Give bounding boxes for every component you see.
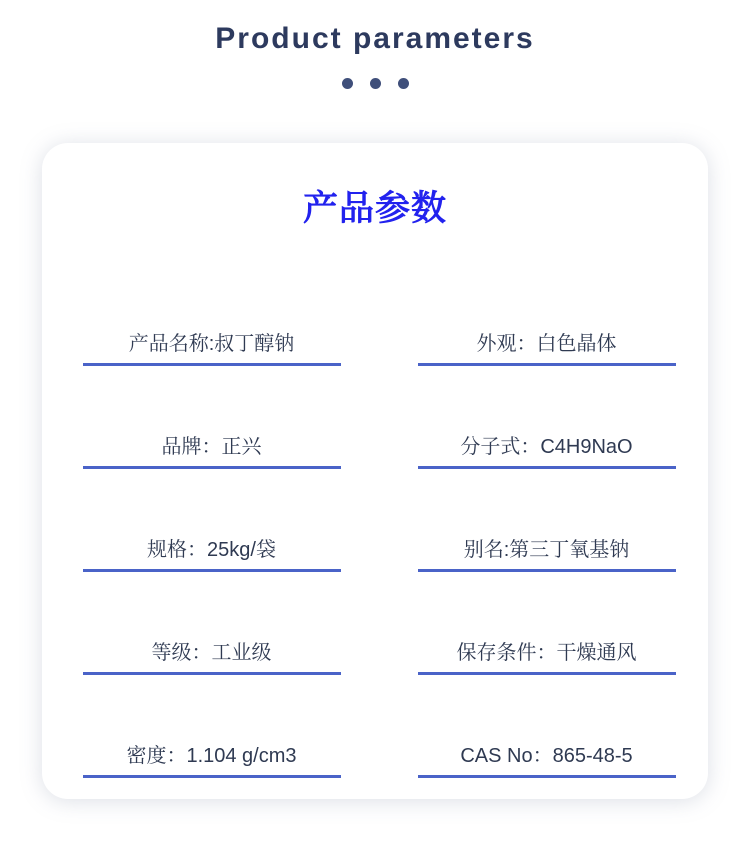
param-cell xyxy=(42,683,375,786)
cell-underline xyxy=(418,672,676,675)
cell-underline xyxy=(83,466,341,469)
param-label: CAS No： xyxy=(460,745,553,767)
param-cell xyxy=(375,374,708,477)
param-value: 1.104 g/cm3 xyxy=(186,745,297,767)
dot-icon xyxy=(342,78,353,89)
cell-underline xyxy=(418,466,676,469)
param-value: 25kg/袋 xyxy=(207,539,276,561)
param-label: 密度： xyxy=(126,745,187,767)
card-title: 产品参数 xyxy=(302,189,447,228)
dot-icon xyxy=(398,78,409,89)
param-value: 正兴 xyxy=(221,436,262,458)
param-cell xyxy=(375,580,708,683)
param-cell xyxy=(42,374,375,477)
page-title: Product parameters xyxy=(215,22,535,55)
param-label: 规格： xyxy=(147,539,208,561)
param-value: 叔丁醇钠 xyxy=(214,333,295,355)
param-value: 865-48-5 xyxy=(552,745,633,767)
table-row xyxy=(42,477,708,580)
param-value: 白色晶体 xyxy=(536,333,617,355)
param-cell xyxy=(375,683,708,786)
param-value: 工业级 xyxy=(211,642,272,664)
dot-separator xyxy=(0,78,750,89)
table-row xyxy=(42,683,708,786)
param-value: C4H9NaO xyxy=(540,436,633,458)
cell-underline xyxy=(83,672,341,675)
table-row xyxy=(42,271,708,374)
param-label: 保存条件： xyxy=(456,642,557,664)
param-cell xyxy=(42,271,375,374)
param-label: 别名: xyxy=(463,539,510,561)
param-cell xyxy=(375,271,708,374)
cell-underline xyxy=(83,569,341,572)
param-label: 等级： xyxy=(151,642,212,664)
cell-underline xyxy=(418,569,676,572)
cell-underline xyxy=(83,775,341,778)
param-label: 外观： xyxy=(476,333,537,355)
param-label: 产品名称: xyxy=(128,333,215,355)
table-row xyxy=(42,580,708,683)
param-cell xyxy=(42,580,375,683)
parameters-grid xyxy=(42,271,708,786)
cell-underline xyxy=(418,775,676,778)
dot-icon xyxy=(370,78,381,89)
param-value: 第三丁氧基钠 xyxy=(509,539,630,561)
cell-underline xyxy=(418,363,676,366)
table-row xyxy=(42,374,708,477)
param-label: 分子式： xyxy=(460,436,541,458)
param-cell xyxy=(375,477,708,580)
param-value: 干燥通风 xyxy=(556,642,637,664)
parameters-card xyxy=(42,143,708,799)
param-label: 品牌： xyxy=(161,436,222,458)
param-cell xyxy=(42,477,375,580)
cell-underline xyxy=(83,363,341,366)
